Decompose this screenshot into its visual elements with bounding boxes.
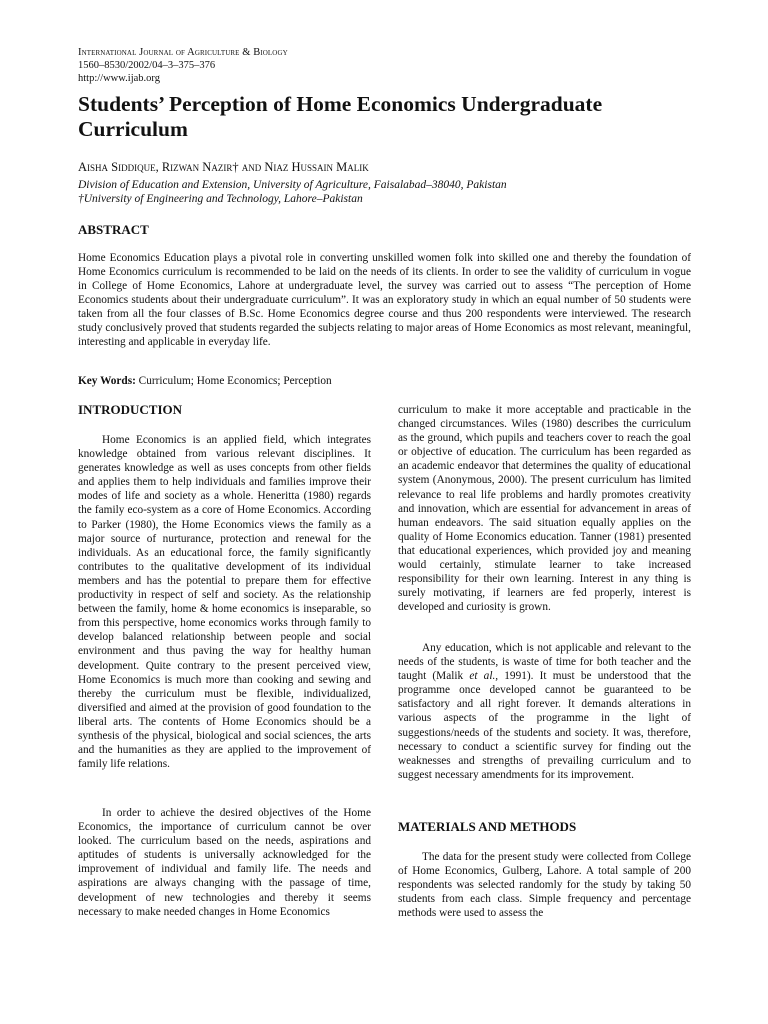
issn: 1560–8530/2002/04–3–375–376	[78, 60, 216, 71]
introduction-heading: INTRODUCTION	[78, 402, 183, 417]
journal-url[interactable]: http://www.ijab.org	[78, 73, 160, 84]
journal-title: International Journal of Agriculture & Biology	[78, 47, 288, 58]
keywords	[78, 374, 332, 388]
keywords-text: Curriculum; Home Economics; Perception	[135, 375, 332, 387]
affiliation-1: Division of Education and Extension, University of Agriculture, Faisalabad–38040, Pakistan	[78, 179, 507, 191]
methods-paragraph-1: The data for the present study were collected from College of Home Economics, Gulberg, Lahore. A total sample of 200 respondents was selected randomly for the study by taking 50 students from each class. Simple frequency and percentage methods were used to assess the	[398, 851, 691, 920]
methods-heading: MATERIALS AND METHODS	[398, 819, 577, 834]
affiliation-2: †University of Engineering and Technology, Lahore–Pakistan	[78, 193, 363, 205]
introduction-paragraph-3: Any education, which is not applicable and relevant to the needs of the students, is waste of time for both teacher and the taught (Malik et al., 1991). It must be understood that the programme once developed cannot be guaranteed to be satisfactory and all right forever. It demands alterations in various aspects of the programme in the light of suggestions/needs of the students and society. It was, therefore, necessary to conduct a scientific survey for finding out the weaknesses and strengths of prevailing curriculum and to suggest necessary amendments for its improvement.	[398, 642, 691, 781]
introduction-paragraph-1: Home Economics is an applied field, which integrates knowledge obtained from various relevant disciplines. It generates knowledge as well as uses concepts from other fields and applies them to help individuals and families improve their modes of life and society as a whole. Heneritta (1980) regards the family eco-system as a core of Home Economics. According to Parker (1980), the Home Economics views the family as a major source of nurturance, protection and renewal for the individuals. As an educational force, the family significantly contributes to the qualitative development of its individual members and has the potential to prepare them for effective productivity in respect of self and society. As the relationship between the family, home & home economics is inseparable, so from this perspective, home economics works through family to develop balanced relationship between people and social environment and thus paving the way for healthy human development. Quite contrary to the present perceived view, Home Economics is much more than cooking and sewing and thereby the curriculum must be flexible, individualized, diversified and aimed at the provision of good foundation to the liberal arts. The contents of Home Economics should be a synthesis of the physical, biological and social sciences, the arts and the humanities as they are applied to the improvement of family life relations.	[78, 434, 371, 771]
keywords-label: Key Words:	[78, 375, 136, 387]
abstract-heading: ABSTRACT	[78, 222, 149, 237]
paper-title: Students’ Perception of Home Economics Undergraduate Curriculum	[78, 92, 603, 141]
introduction-paragraph-2: In order to achieve the desired objectives of the Home Economics, the importance of curriculum cannot be over looked. The curriculum based on the needs, aspirations and aptitudes of students is universally acknowledged for the improvement of individual and family life. The needs and aspirations are always changing with the passage of time, development of new technologies and thereby it seems necessary to make needed changes in Home Economics	[78, 807, 371, 918]
introduction-paragraph-2-continued: curriculum to make it more acceptable and practicable in the changed circumstances. Wiles (1980) describes the curriculum as the ground, which pupils and teachers cover to reach the goal or objective of education. The curriculum has been regarded as an academic endeavor that determines the quality of educational system (Anonymous, 2000). The present curriculum has limited relevance to real life problems and hardly promotes creativity and innovation, which are essential for advancement in areas of human endeavors. The said situation equally applies on the quality of Home Economics education. Tanner (1981) presented that educational experiences, which provided joy and meaning would certainly, stimulate learner to take increased responsibility for their own learning. Interest in any thing is surely motivating, if learners are fed properly, interest is developed and curiosity is grown.	[398, 404, 691, 614]
abstract-text: Home Economics Education plays a pivotal role in converting unskilled women folk into skilled one and thereby the foundation of Home Economics curriculum is recommended to be laid on the needs of its clients. In order to see the validity of curriculum in vogue in College of Home Economics, Lahore at undergraduate level, the survey was carried out to assess “The perception of Home Economics students about their undergraduate curriculum”. It was an exploratory study in which an equal number of 50 students were taken from all the four classes of B.Sc. Home Economics degree course and thus 200 respondents were interviewed. The research study conclusively proved that students regarded the subjects relating to major areas of Home Economics as most relevant, meaningful, interesting and applicable in everyday life.	[78, 252, 691, 348]
authors: Aisha Siddique, Rizwan Nazir† and Niaz Hussain Malik	[78, 160, 369, 174]
journal-header	[78, 46, 288, 85]
